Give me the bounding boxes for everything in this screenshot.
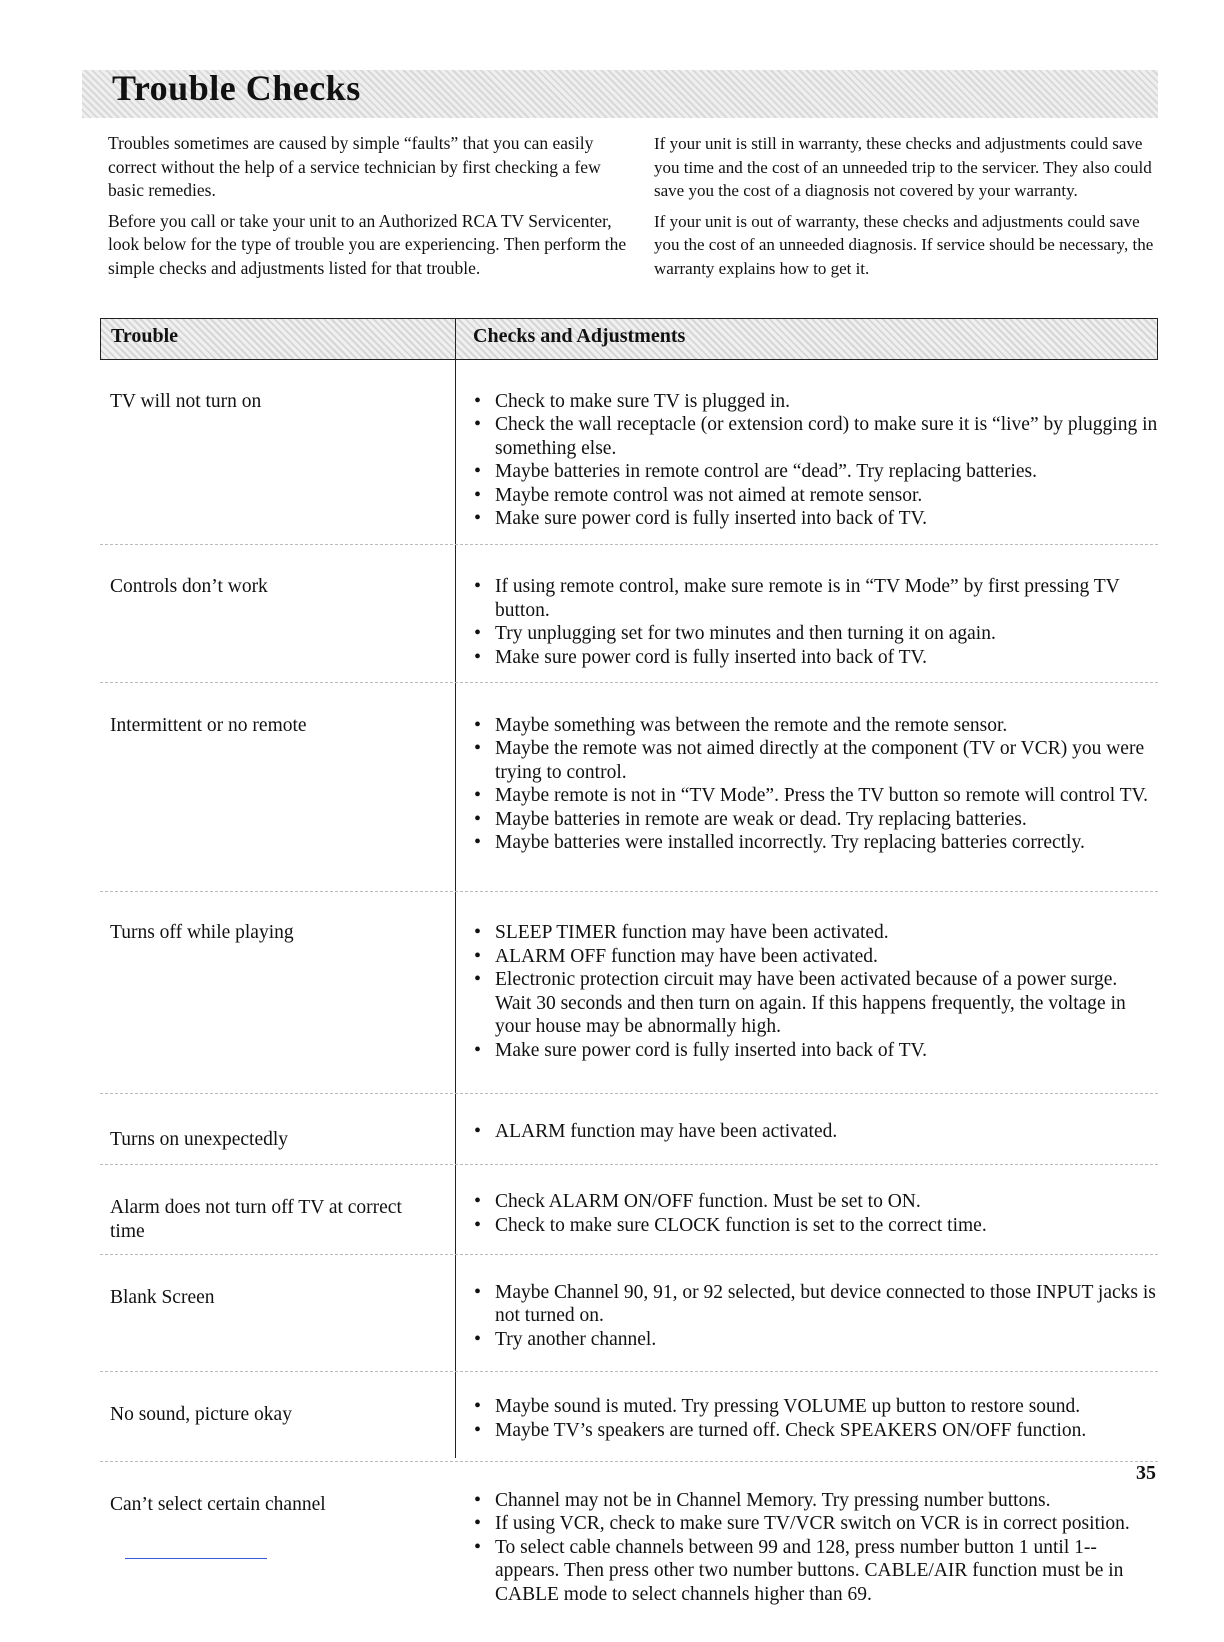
- trouble-label: Controls don’t work: [110, 576, 268, 597]
- trouble-table: [100, 360, 1158, 1642]
- check-item: • Maybe Channel 90, 91, or 92 selected, but device connected to those INPUT jacks is not turned on.: [472, 1281, 1158, 1328]
- check-item: • Maybe remote control was not aimed at remote sensor.: [472, 484, 1158, 508]
- checks-list: [472, 380, 1158, 531]
- trouble-label: Turns on unexpectedly: [110, 1128, 289, 1150]
- check-item: • ALARM function may have been activated.: [472, 1120, 1158, 1144]
- check-item: • If using VCR, check to make sure TV/VCR switch on VCR is in correct position.: [472, 1512, 1158, 1536]
- trouble-label: Blank Screen: [110, 1286, 215, 1308]
- check-item: • Check the wall receptacle (or extension cord) to make sure it is “live” by plugging in something else.: [472, 413, 1158, 460]
- check-item: • Check to make sure CLOCK function is set to the correct time.: [472, 1214, 1158, 1238]
- trouble-label: No sound, picture okay: [110, 1404, 292, 1425]
- table-row: [100, 703, 1158, 892]
- check-item: • Maybe sound is muted. Try pressing VOLUME up button to restore sound.: [472, 1395, 1158, 1419]
- check-item: • To select cable channels between 99 and 128, press number button 1 until 1-- appears. Then press other two number buttons. CABLE/AIR function must be in CABLE mode to select channels higher than 69.: [472, 1536, 1158, 1607]
- trouble-label: Can’t select certain channel: [110, 1493, 326, 1515]
- table-header: [100, 318, 1158, 360]
- table-row: [100, 380, 1158, 545]
- check-item: • Maybe remote is not in “TV Mode”. Press the TV button so remote will control TV.: [472, 784, 1158, 808]
- table-row: [100, 1391, 1158, 1462]
- checks-list: [472, 564, 1158, 669]
- check-item: • Try another channel.: [472, 1328, 1158, 1352]
- intro-paragraph: Before you call or take your unit to an Authorized RCA TV Servicenter, look below for the type of trouble you are experiencing. Then perform the simple checks and adjustments listed for that trouble.: [108, 210, 627, 278]
- intro-left: [108, 132, 628, 287]
- page-title: Trouble Checks: [112, 68, 361, 108]
- intro-paragraph: If your unit is still in warranty, these checks and adjustments could save you time and the cost of an unneeded trip to the servicer. They also could save you the cost of a diagnosis not covered by your warranty.: [654, 134, 1152, 200]
- check-item: • If using remote control, make sure remote is in “TV Mode” by first pressing TV button.: [472, 575, 1158, 622]
- check-item: • Channel may not be in Channel Memory. Try pressing number buttons.: [472, 1489, 1158, 1513]
- checks-list: [472, 1275, 1158, 1352]
- column-header-checks: Checks and Adjustments: [473, 325, 686, 347]
- table-row: [100, 1184, 1158, 1255]
- checks-list: [472, 1482, 1158, 1607]
- check-item: • Make sure power cord is fully inserted into back of TV.: [472, 507, 1158, 531]
- header-divider: [455, 319, 456, 359]
- column-header-trouble: Trouble: [111, 325, 179, 347]
- check-item: • SLEEP TIMER function may have been activated.: [472, 921, 1158, 945]
- table-row: [100, 1275, 1158, 1372]
- checks-list: [472, 1391, 1158, 1442]
- checks-list: [472, 1184, 1158, 1237]
- check-item: • Make sure power cord is fully inserted into back of TV.: [472, 1039, 1158, 1063]
- page-number: 35: [1136, 1462, 1156, 1484]
- check-item: • Electronic protection circuit may have been activated because of a power surge. Wait 30 seconds and then turn on again. If this happens frequently, the voltage in your house may be abnormally high.: [472, 968, 1158, 1039]
- table-row: [100, 1482, 1158, 1642]
- intro-paragraph: Troubles sometimes are caused by simple “faults” that you can easily correct without the help of a service technician by first checking a few basic remedies.: [108, 133, 601, 200]
- check-item: • Maybe batteries in remote control are “dead”. Try replacing batteries.: [472, 460, 1158, 484]
- check-item: • Maybe batteries were installed incorrectly. Try replacing batteries correctly.: [472, 831, 1158, 855]
- footer-rule: [125, 1558, 267, 1559]
- table-row: [100, 564, 1158, 683]
- title-banner: [82, 70, 1158, 118]
- check-item: • Check to make sure TV is plugged in.: [472, 390, 1158, 414]
- check-item: • Maybe something was between the remote and the remote sensor.: [472, 714, 1158, 738]
- trouble-label: Turns off while playing: [110, 922, 294, 943]
- checks-list: [472, 911, 1158, 1062]
- trouble-label: Intermittent or no remote: [110, 714, 307, 736]
- intro-paragraph: If your unit is out of warranty, these checks and adjustments could save you the cost of an unneeded diagnosis. If service should be necessary, the warranty explains how to get it.: [654, 211, 1154, 278]
- check-item: • Try unplugging set for two minutes and then turning it on again.: [472, 622, 1158, 646]
- table-row: [100, 1114, 1158, 1165]
- check-item: • Maybe TV’s speakers are turned off. Check SPEAKERS ON/OFF function.: [472, 1419, 1158, 1443]
- trouble-label: Alarm does not turn off TV at correct time: [110, 1197, 402, 1242]
- check-item: • Maybe batteries in remote are weak or dead. Try replacing batteries.: [472, 808, 1158, 832]
- check-item: • Maybe the remote was not aimed directly at the component (TV or VCR) you were trying to control.: [472, 737, 1158, 784]
- intro-right: [654, 132, 1154, 287]
- trouble-label: TV will not turn on: [110, 390, 262, 412]
- checks-list: [472, 1114, 1158, 1144]
- check-item: • Make sure power cord is fully inserted into back of TV.: [472, 646, 1158, 670]
- checks-list: [472, 703, 1158, 855]
- check-item: • Check ALARM ON/OFF function. Must be set to ON.: [472, 1190, 1158, 1214]
- table-row: [100, 911, 1158, 1094]
- check-item: • ALARM OFF function may have been activated.: [472, 945, 1158, 969]
